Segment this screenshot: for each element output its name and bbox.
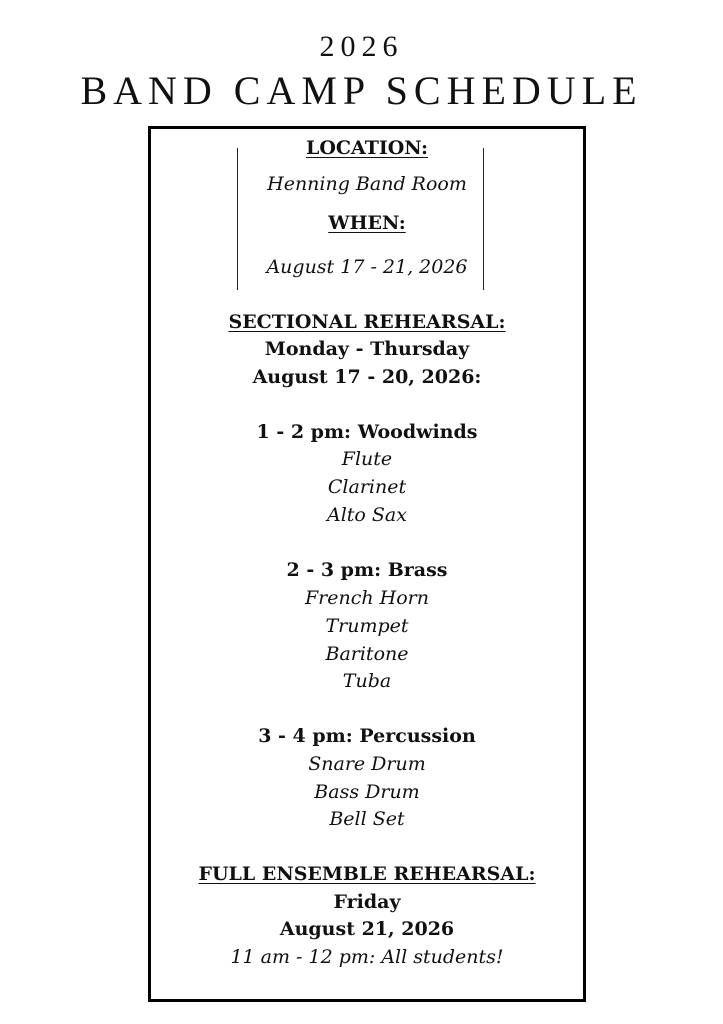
percussion-time: 3 - 4 pm: Percussion <box>258 725 476 747</box>
sectional-days: Monday - Thursday <box>264 338 470 360</box>
location-value: Henning Band Room <box>267 173 467 195</box>
full-ensemble-day: Friday <box>333 891 401 913</box>
brass-time: 2 - 3 pm: Brass <box>286 559 448 581</box>
full-ensemble-heading: FULL ENSEMBLE REHEARSAL: <box>198 863 536 885</box>
location-heading: LOCATION: <box>305 137 428 159</box>
instrument-item: Trumpet <box>325 615 409 637</box>
sectional-dates: August 17 - 20, 2026: <box>252 366 482 388</box>
year-heading: 2026 <box>319 30 404 63</box>
instrument-item: Bass Drum <box>314 781 420 803</box>
instrument-item: Clarinet <box>327 476 407 498</box>
instrument-item: French Horn <box>305 587 429 609</box>
page-title: BAND CAMP SCHEDULE <box>80 68 643 113</box>
full-ensemble-date: August 21, 2026 <box>279 918 455 940</box>
when-value: August 17 - 21, 2026 <box>266 256 468 278</box>
when-heading: WHEN: <box>328 212 406 234</box>
sectional-heading: SECTIONAL REHEARSAL: <box>228 311 506 333</box>
woodwinds-time: 1 - 2 pm: Woodwinds <box>256 421 478 443</box>
full-ensemble-time: 11 am - 12 pm: All students! <box>230 946 504 968</box>
instrument-item: Tuba <box>342 670 392 692</box>
instrument-item: Alto Sax <box>327 504 407 526</box>
instrument-item: Baritone <box>325 643 409 665</box>
instrument-item: Bell Set <box>329 808 405 830</box>
instrument-item: Snare Drum <box>308 753 426 775</box>
instrument-item: Flute <box>341 448 393 470</box>
